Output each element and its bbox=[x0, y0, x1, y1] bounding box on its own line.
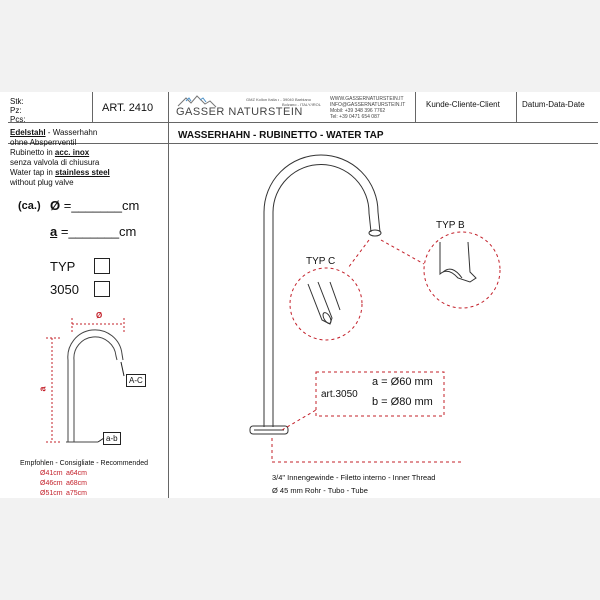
date-label: Datum-Data-Date bbox=[522, 100, 585, 109]
code-checkbox[interactable] bbox=[94, 281, 110, 297]
typ-label: TYP bbox=[50, 259, 76, 274]
recommended-d-1: Ø41cm bbox=[40, 470, 63, 477]
pcs-label: Pcs: bbox=[10, 115, 26, 124]
desc-line-1 bbox=[10, 128, 97, 137]
typ-checkbox[interactable] bbox=[94, 258, 110, 274]
desc-material-it: acc. inox bbox=[54, 148, 90, 157]
desc-text: - Wasserhahn bbox=[45, 128, 98, 137]
header-divider bbox=[415, 92, 416, 122]
contact-web: WWW.GASSERNATURSTEIN.IT bbox=[330, 96, 404, 102]
dim-phi-label: Ø bbox=[96, 311, 103, 320]
desc-material-en: stainless steel bbox=[55, 168, 110, 177]
a-field bbox=[50, 224, 136, 239]
contact-mobil: Mobil: +39 348 396 7762 bbox=[330, 108, 386, 114]
tube-note: Ø 45 mm Rohr - Tubo - Tube bbox=[272, 486, 368, 495]
main-tap-drawing bbox=[250, 155, 381, 434]
tag-ac: A-C bbox=[126, 374, 146, 387]
thread-note: 3/4" Innengewinde - Filetto interno - Inner Thread bbox=[272, 473, 436, 482]
desc-line-2: ohne Absperrventil bbox=[10, 138, 77, 147]
small-tap-drawing bbox=[66, 330, 124, 442]
article-number: ART. 2410 bbox=[102, 102, 154, 114]
logo-graphic bbox=[0, 92, 600, 498]
contact-mail: INFO@GASSERNATURSTEIN.IT bbox=[330, 102, 406, 108]
dim-a-label: a bbox=[37, 386, 48, 392]
ca-label: (ca.) bbox=[18, 200, 41, 212]
recommended-d-3: Ø51cm bbox=[40, 490, 63, 497]
tag-ab: a-b bbox=[103, 432, 121, 445]
stk-label: Stk: bbox=[10, 97, 24, 106]
desc-material-de: Edelstahl bbox=[10, 128, 46, 137]
desc-line-3 bbox=[10, 148, 89, 157]
diameter-field bbox=[50, 198, 139, 213]
title-bottom-line bbox=[8, 143, 598, 144]
drawing-sheet bbox=[0, 92, 600, 498]
recommended-a-2: a68cm bbox=[66, 480, 88, 487]
company-address-2: Bolzano - ITALY/IROL bbox=[282, 102, 321, 107]
header-divider bbox=[516, 92, 517, 122]
a-symbol: a bbox=[50, 224, 58, 239]
diameter-symbol: Ø bbox=[50, 198, 61, 213]
code-label: 3050 bbox=[50, 282, 79, 297]
desc-text: Rubinetto in bbox=[10, 148, 55, 157]
customer-label: Kunde-Cliente-Client bbox=[426, 100, 500, 109]
thread-leader bbox=[272, 438, 462, 462]
pz-label: Pz: bbox=[10, 106, 22, 115]
logo-text: GASSER NATURSTEIN bbox=[176, 106, 303, 118]
desc-line-6: without plug valve bbox=[10, 178, 74, 187]
technical-drawing bbox=[0, 92, 600, 498]
desc-text: Water tap in bbox=[10, 168, 56, 177]
header-divider bbox=[92, 92, 93, 122]
typ-c-label: TYP C bbox=[306, 256, 336, 267]
small-tap-dimensions bbox=[46, 318, 124, 442]
contact-tel: Tel: +39 0471 654 087 bbox=[330, 114, 380, 120]
art-label: art.3050 bbox=[321, 389, 358, 400]
recommended-label: Empfohlen - Consigliate - Recommended bbox=[20, 460, 149, 467]
company-address: GMZ Kollon Italia • - 39040 Barbiano bbox=[246, 97, 311, 102]
recommended-d-2: Ø46cm bbox=[40, 480, 63, 487]
desc-line-4: senza valvola di chiusura bbox=[10, 158, 100, 167]
dim-a-spec: a = Ø60 mm bbox=[372, 376, 433, 388]
sidebar-divider bbox=[168, 92, 169, 498]
typ-b-label: TYP B bbox=[436, 220, 465, 231]
recommended-a-3: a75cm bbox=[66, 490, 88, 497]
dim-b-spec: b = Ø80 mm bbox=[372, 396, 433, 408]
typ-b-detail bbox=[381, 232, 500, 308]
typ-c-detail bbox=[290, 240, 369, 340]
diameter-blank: =_______cm bbox=[60, 198, 140, 213]
desc-line-5 bbox=[10, 168, 110, 177]
header-bottom-line bbox=[8, 122, 598, 123]
a-blank: =_______cm bbox=[57, 224, 137, 239]
recommended-a-1: a64cm bbox=[66, 470, 88, 477]
page-title: WASSERHAHN - RUBINETTO - WATER TAP bbox=[178, 130, 384, 141]
